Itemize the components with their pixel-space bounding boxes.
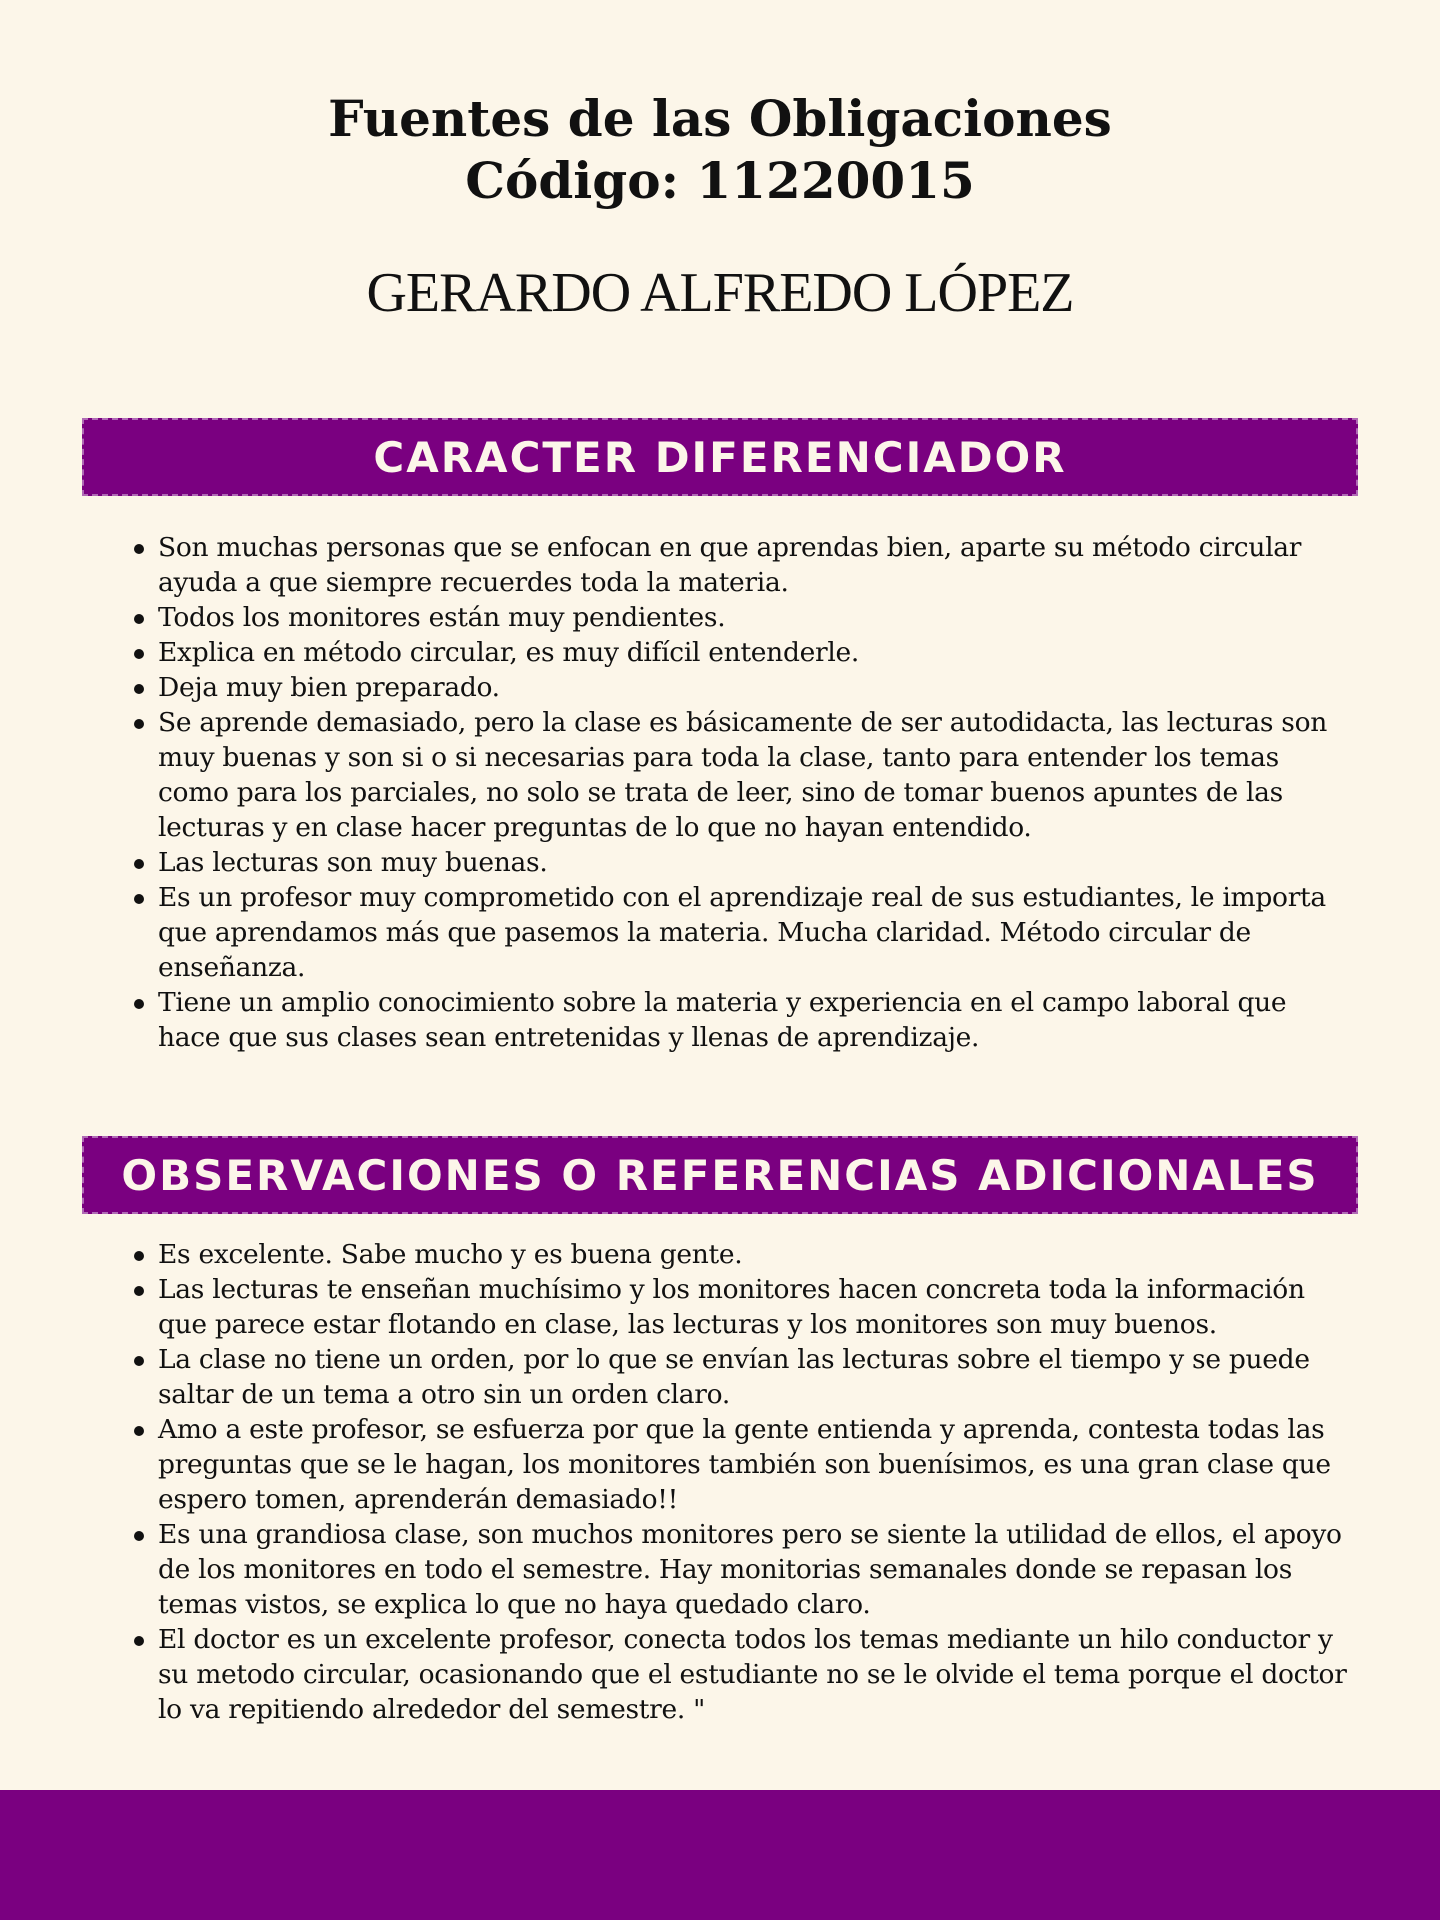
list-item: Es una grandiosa clase, son muchos monitores pero se siente la utilidad de ellos, el apoyo de los monitores en todo el semestre. Hay monitorias semanales donde se repasan los temas vistos, se explica lo que no haya quedado claro. <box>130 1517 1350 1622</box>
list-item: Es un profesor muy comprometido con el aprendizaje real de sus estudiantes, le importa que aprendamos más que pasemos la materia. Mucha claridad. Método circular de enseñanza. <box>130 880 1350 985</box>
footer-band <box>0 1790 1440 1920</box>
section-heading-observaciones <box>82 1136 1358 1214</box>
list-item: Tiene un amplio conocimiento sobre la materia y experiencia en el campo laboral que hace que sus clases sean entretenidas y llenas de aprendizaje. <box>130 985 1350 1055</box>
observaciones-list <box>130 1237 1350 1727</box>
list-item: Las lecturas te enseñan muchísimo y los monitores hacen concreta toda la información que parece estar flotando en clase, las lecturas y los monitores son muy buenos. <box>130 1272 1350 1342</box>
list-item: Explica en método circular, es muy difícil entenderle. <box>130 635 1350 670</box>
list-item: Las lecturas son muy buenas. <box>130 845 1350 880</box>
section-heading-caracter-diferenciador <box>82 418 1358 496</box>
list-item: El doctor es un excelente profesor, conecta todos los temas mediante un hilo conductor y su metodo circular, ocasionando que el estudiante no se le olvide el tema porque el doctor lo va repitiendo alrededor del semestre. " <box>130 1622 1350 1727</box>
list-item: Es excelente. Sabe mucho y es buena gente. <box>130 1237 1350 1272</box>
course-code: Código: 11220015 <box>465 151 975 210</box>
header <box>0 88 1440 212</box>
list-item: Son muchas personas que se enfocan en que aprendas bien, aparte su método circular ayuda a que siempre recuerdes toda la materia. <box>130 530 1350 600</box>
caracter-diferenciador-list <box>130 530 1350 1055</box>
professor-name: GERARDO ALFREDO LÓPEZ <box>366 262 1074 324</box>
list-item: Amo a este profesor, se esfuerza por que la gente entienda y aprenda, contesta todas las preguntas que se le hagan, los monitores también son buenísimos, es una gran clase que espero tomen, aprenderán demasiado!! <box>130 1412 1350 1517</box>
list-item: Deja muy bien preparado. <box>130 670 1350 705</box>
list-item: Todos los monitores están muy pendientes. <box>130 600 1350 635</box>
section-heading-label: CARACTER DIFERENCIADOR <box>373 432 1067 482</box>
list-item: La clase no tiene un orden, por lo que se envían las lecturas sobre el tiempo y se puede saltar de un tema a otro sin un orden claro. <box>130 1342 1350 1412</box>
list-item: Se aprende demasiado, pero la clase es básicamente de ser autodidacta, las lecturas son muy buenas y son si o si necesarias para toda la clase, tanto para entender los temas como para los parciales, no solo se trata de leer, sino de tomar buenos apuntes de las lecturas y en clase hacer preguntas de lo que no hayan entendido. <box>130 705 1350 845</box>
course-title: Fuentes de las Obligaciones <box>328 89 1112 148</box>
section-heading-label: OBSERVACIONES O REFERENCIAS ADICIONALES <box>121 1150 1319 1200</box>
